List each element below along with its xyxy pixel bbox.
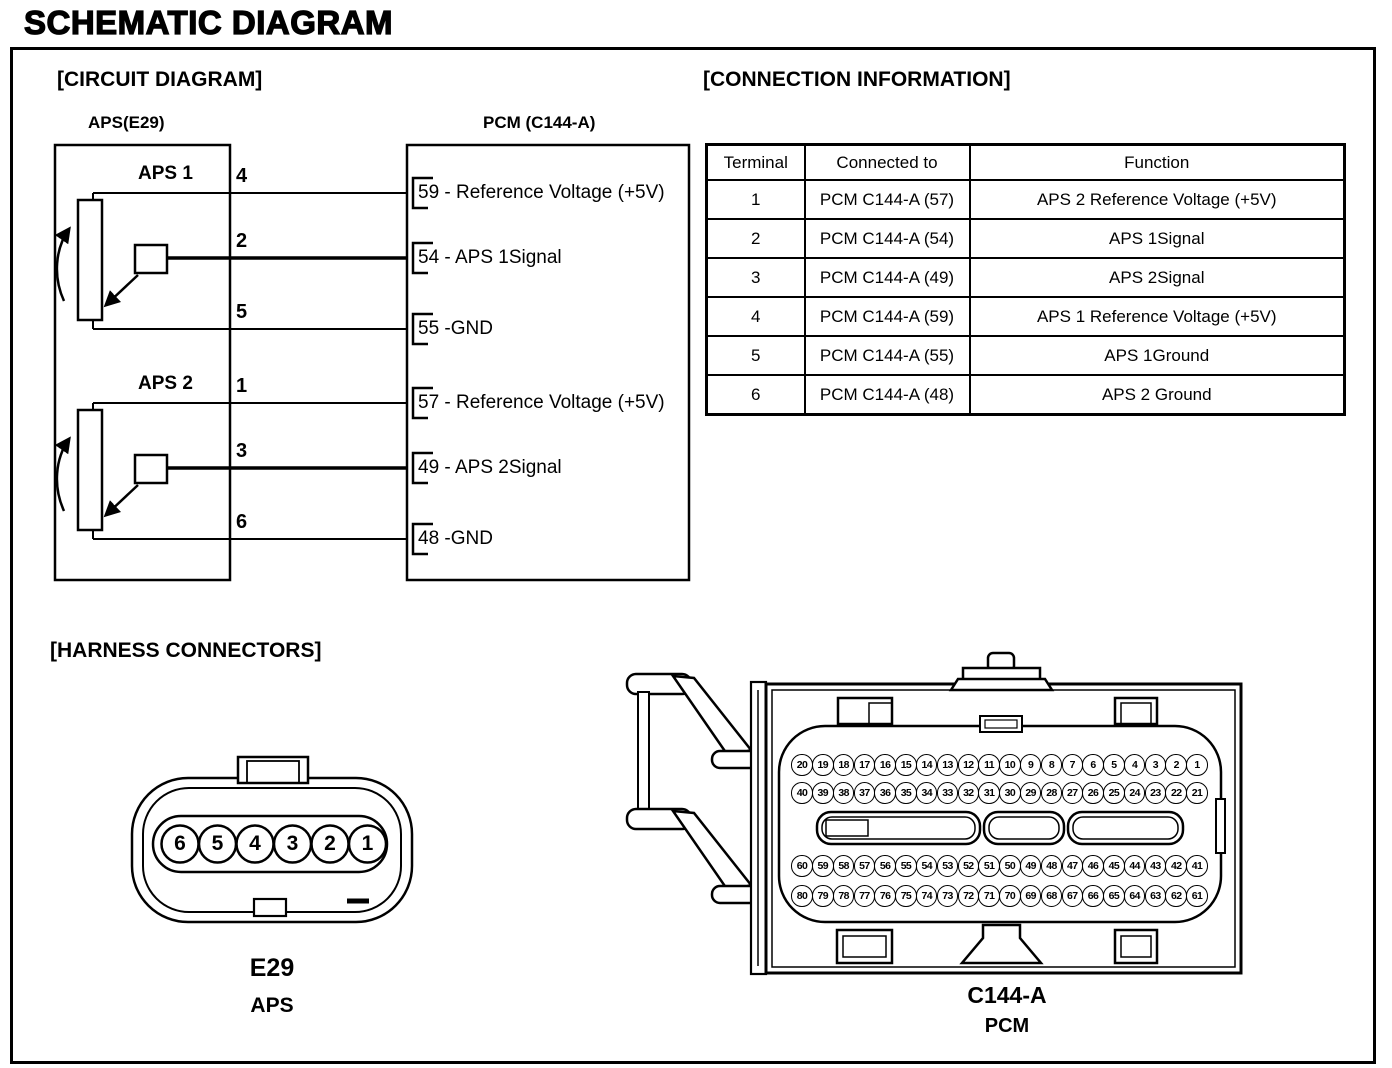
rotation-arc-1 xyxy=(57,229,69,301)
wire-terminal-number: 5 xyxy=(236,301,248,323)
circuit-diagram-heading: [CIRCUIT DIAGRAM] xyxy=(57,68,263,91)
e29-pin-number: 5 xyxy=(211,832,224,855)
pcm-pin-label: 59 - Reference Voltage (+5V) xyxy=(418,182,665,203)
table-row xyxy=(707,219,1345,258)
c144-pin-circle: 16 xyxy=(874,754,896,776)
c144-pin-circle: 27 xyxy=(1062,782,1084,804)
table-cell: PCM C144-A (57) xyxy=(805,180,970,219)
e29-pin-number: 1 xyxy=(361,832,374,855)
c144-name-label: PCM xyxy=(984,1015,1030,1037)
c144-pin-circle: 77 xyxy=(854,885,876,907)
potentiometer-1 xyxy=(78,200,102,320)
e29-pin-number: 3 xyxy=(286,832,299,855)
e29-name-label: APS xyxy=(250,994,294,1017)
c144-pin-circle: 29 xyxy=(1020,782,1042,804)
table-cell: PCM C144-A (48) xyxy=(805,375,970,415)
wire-terminal-number: 6 xyxy=(236,511,248,533)
c144-pin-circle: 70 xyxy=(999,885,1021,907)
pcm-pin-label: 49 - APS 2Signal xyxy=(418,457,562,478)
c144-pin-circle: 72 xyxy=(958,885,980,907)
connection-table-header-row xyxy=(707,145,1345,181)
c144-pin-circle: 46 xyxy=(1082,855,1104,877)
c144-pin-circle: 22 xyxy=(1165,782,1187,804)
circuit-linework xyxy=(55,145,689,580)
potentiometer-2 xyxy=(78,410,102,530)
c144-pin-circle: 75 xyxy=(895,885,917,907)
table-row xyxy=(707,180,1345,219)
c144-pin-circle: 80 xyxy=(791,885,813,907)
c144-pin-circle: 65 xyxy=(1103,885,1125,907)
c144-pin-circle: 68 xyxy=(1041,885,1063,907)
rotation-arc-2 xyxy=(57,439,69,511)
c144-pin-circle: 69 xyxy=(1020,885,1042,907)
c144-pin-circle: 36 xyxy=(874,782,896,804)
table-cell: 6 xyxy=(707,375,805,415)
c144-pin-circle: 13 xyxy=(937,754,959,776)
c144-pin-circle: 56 xyxy=(874,855,896,877)
table-row xyxy=(707,375,1345,415)
table-header-cell: Terminal xyxy=(707,145,805,181)
aps-box xyxy=(55,145,230,580)
c144-pin-circle: 37 xyxy=(854,782,876,804)
c144-pin-circle: 71 xyxy=(978,885,1000,907)
c144-pin-circle: 55 xyxy=(895,855,917,877)
c144-pin-circle: 40 xyxy=(791,782,813,804)
c144-pin-circle: 12 xyxy=(958,754,980,776)
table-cell: PCM C144-A (49) xyxy=(805,258,970,297)
c144-pin-circle: 9 xyxy=(1020,754,1042,776)
pcm-pin-label: 54 - APS 1Signal xyxy=(418,247,562,268)
c144-pin-circle: 66 xyxy=(1082,885,1104,907)
wiper-arrow-2 xyxy=(106,485,138,515)
e29-bottom-notch xyxy=(254,899,286,916)
c144-pin-circle: 33 xyxy=(937,782,959,804)
table-header-cell: Connected to xyxy=(805,145,970,181)
c144-pin-circle: 49 xyxy=(1020,855,1042,877)
c144-pin-circle: 18 xyxy=(833,754,855,776)
c144-pin-circle: 1 xyxy=(1186,754,1208,776)
c144-pin-circle: 42 xyxy=(1165,855,1187,877)
c144-pin-circle: 73 xyxy=(937,885,959,907)
c144-pin-circle: 14 xyxy=(916,754,938,776)
c144-pin-circle: 5 xyxy=(1103,754,1125,776)
c144-pin-circle: 6 xyxy=(1082,754,1104,776)
c144-pin-circle: 10 xyxy=(999,754,1021,776)
c144-pin-circle: 41 xyxy=(1186,855,1208,877)
wiper-box-1 xyxy=(135,245,167,273)
e29-code-label: E29 xyxy=(249,954,295,982)
wire-terminal-number: 4 xyxy=(236,165,248,187)
c144-pin-circle: 19 xyxy=(812,754,834,776)
table-cell: APS 1Ground xyxy=(970,336,1345,375)
c144-pin-circle: 51 xyxy=(978,855,1000,877)
table-cell: 1 xyxy=(707,180,805,219)
c144-pin-circle: 59 xyxy=(812,855,834,877)
table-cell: 5 xyxy=(707,336,805,375)
c144-pin-circle: 52 xyxy=(958,855,980,877)
c144-pin-circle: 62 xyxy=(1165,885,1187,907)
e29-pin-number: 4 xyxy=(249,832,261,855)
table-cell: APS 2Signal xyxy=(970,258,1345,297)
aps2-label: APS 2 xyxy=(138,373,193,394)
connection-table-body xyxy=(707,180,1345,415)
pcm-pin-label: 55 -GND xyxy=(418,318,493,339)
c144-connector-drawing xyxy=(627,653,1241,974)
c144-pin-circle: 78 xyxy=(833,885,855,907)
c144-pin-circle: 2 xyxy=(1165,754,1187,776)
c144-pin-circle: 31 xyxy=(978,782,1000,804)
table-cell: 3 xyxy=(707,258,805,297)
c144-pin-circle: 58 xyxy=(833,855,855,877)
table-cell: APS 2 Ground xyxy=(970,375,1345,415)
c144-pin-circle: 35 xyxy=(895,782,917,804)
c144-pin-circle: 48 xyxy=(1041,855,1063,877)
c144-pin-circle: 11 xyxy=(978,754,1000,776)
pcm-pin-label: 57 - Reference Voltage (+5V) xyxy=(418,392,665,413)
c144-pin-circle: 8 xyxy=(1041,754,1063,776)
table-cell: 4 xyxy=(707,297,805,336)
c144-pin-circle: 53 xyxy=(937,855,959,877)
connection-information-heading: [CONNECTION INFORMATION] xyxy=(703,68,1011,91)
c144-pin-circle: 64 xyxy=(1124,885,1146,907)
c144-pin-circle: 57 xyxy=(854,855,876,877)
c144-pin-circle: 21 xyxy=(1186,782,1208,804)
c144-pin-circle: 61 xyxy=(1186,885,1208,907)
c144-pin-circle: 23 xyxy=(1145,782,1167,804)
table-cell: APS 1 Reference Voltage (+5V) xyxy=(970,297,1345,336)
table-cell: PCM C144-A (59) xyxy=(805,297,970,336)
c144-pin-circle: 26 xyxy=(1082,782,1104,804)
c144-pin-circle: 54 xyxy=(916,855,938,877)
c144-pin-circle: 79 xyxy=(812,885,834,907)
harness-connectors-heading: [HARNESS CONNECTORS] xyxy=(50,639,322,662)
c144-pin-circle: 30 xyxy=(999,782,1021,804)
table-cell: 2 xyxy=(707,219,805,258)
c144-pin-circle: 38 xyxy=(833,782,855,804)
connection-table xyxy=(705,143,1346,416)
aps-connector-label: APS(E29) xyxy=(88,113,165,132)
wiper-arrow-1 xyxy=(106,275,138,305)
table-row xyxy=(707,258,1345,297)
c144-pin-circle: 7 xyxy=(1062,754,1084,776)
c144-pin-circle: 74 xyxy=(916,885,938,907)
c144-pin-circle: 76 xyxy=(874,885,896,907)
c144-pin-circle: 45 xyxy=(1103,855,1125,877)
e29-pin-number: 6 xyxy=(174,832,186,855)
c144-pin-circle: 17 xyxy=(854,754,876,776)
table-row xyxy=(707,297,1345,336)
e29-pin-number: 2 xyxy=(324,832,336,855)
c144-pin-circle: 3 xyxy=(1145,754,1167,776)
c144-pin-circle: 60 xyxy=(791,855,813,877)
c144-pin-circle: 47 xyxy=(1062,855,1084,877)
table-row xyxy=(707,336,1345,375)
c144-pin-circle: 50 xyxy=(999,855,1021,877)
c144-pin-circle: 63 xyxy=(1145,885,1167,907)
c144-code-label: C144-A xyxy=(967,982,1047,1008)
wire-terminal-number: 2 xyxy=(236,230,248,252)
pcm-box xyxy=(407,145,689,580)
table-cell: PCM C144-A (54) xyxy=(805,219,970,258)
c144-pin-circle: 28 xyxy=(1041,782,1063,804)
c144-pin-circle: 67 xyxy=(1062,885,1084,907)
pcm-connector-label: PCM (C144-A) xyxy=(483,113,596,132)
c144-pin-circle: 34 xyxy=(916,782,938,804)
table-cell: PCM C144-A (55) xyxy=(805,336,970,375)
c144-pin-circle: 32 xyxy=(958,782,980,804)
table-cell: APS 2 Reference Voltage (+5V) xyxy=(970,180,1345,219)
c144-pin-circle: 25 xyxy=(1103,782,1125,804)
c144-pin-circle: 4 xyxy=(1124,754,1146,776)
page-title: SCHEMATIC DIAGRAM xyxy=(24,4,394,41)
c144-pin-circle: 20 xyxy=(791,754,813,776)
aps1-label: APS 1 xyxy=(138,163,193,184)
wire-terminal-number: 3 xyxy=(236,440,248,462)
c144-pin-circle: 39 xyxy=(812,782,834,804)
pcm-pin-label: 48 -GND xyxy=(418,528,493,549)
table-header-cell: Function xyxy=(970,145,1345,181)
table-cell: APS 1Signal xyxy=(970,219,1345,258)
wiper-box-2 xyxy=(135,455,167,483)
c144-pin-circle: 43 xyxy=(1145,855,1167,877)
c144-pin-circle: 24 xyxy=(1124,782,1146,804)
c144-pin-circle: 15 xyxy=(895,754,917,776)
wire-terminal-number: 1 xyxy=(236,375,248,397)
c144-pin-circle: 44 xyxy=(1124,855,1146,877)
